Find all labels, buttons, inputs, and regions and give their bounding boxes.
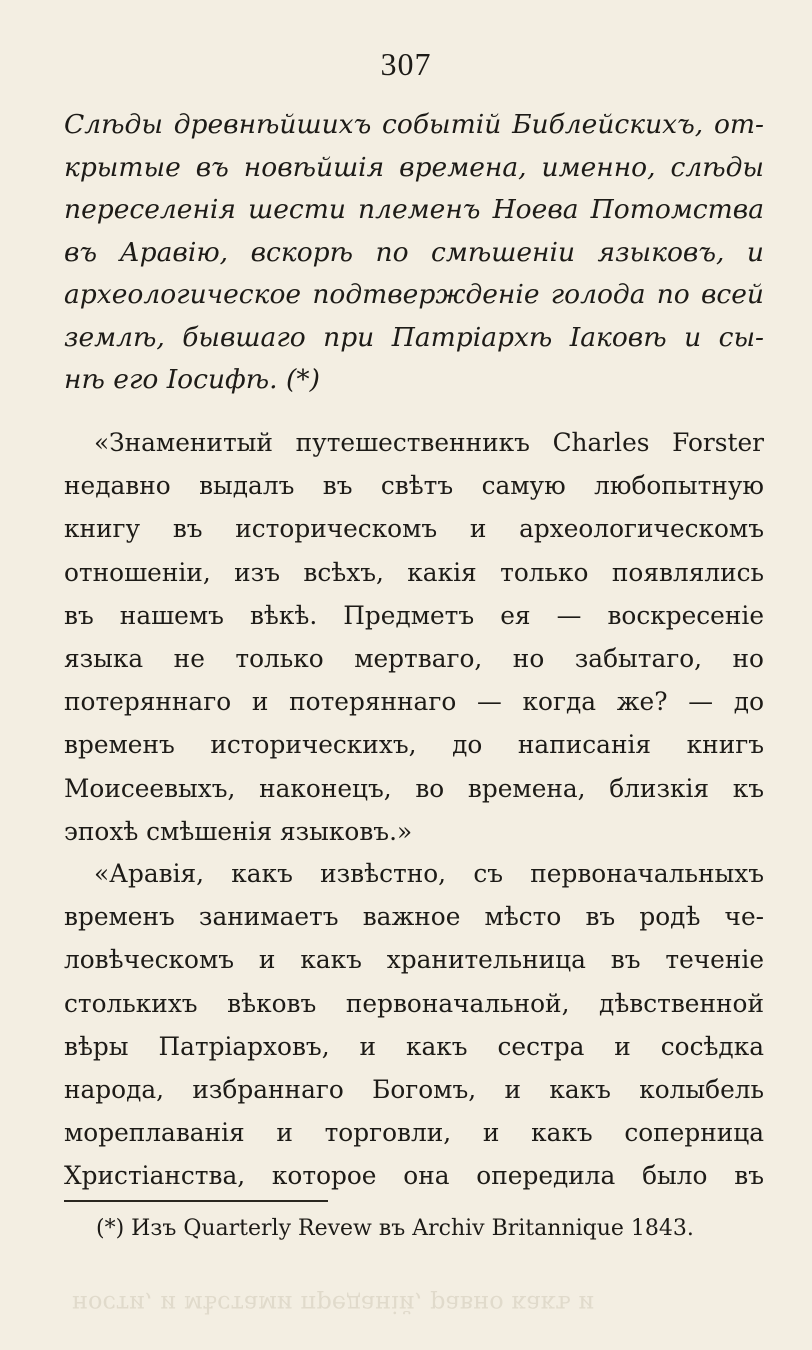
text-line: временъ занимаетъ важное мѣсто въ родѣ че- — [64, 902, 764, 932]
text-line: столькихъ вѣковъ первоначальной, дѣвственной — [64, 988, 764, 1018]
text-line: эпохѣ смѣшенія языковъ.» — [64, 816, 413, 846]
heading-line: въ Аравію, вскорѣ по смѣшеніи языковъ, и — [64, 236, 764, 268]
text-line: ловѣческомъ и какъ хранительница въ теченіе — [64, 945, 764, 975]
text-line: народа, избраннаго Богомъ, и какъ колыбель — [64, 1075, 764, 1105]
text-line: недавно выдалъ въ свѣтъ самую любопытную — [64, 471, 764, 501]
text-line: книгу въ историческомъ и археологическомъ — [64, 514, 764, 544]
text-line: Христіанства, которое она опередила было въ — [64, 1161, 764, 1191]
text-line: «Аравія, какъ извѣстно, съ первоначальныхъ — [94, 859, 764, 888]
text-line: потеряннаго и потеряннаго — когда же? — до — [64, 687, 764, 717]
text-line: языка не только мертваго, но забытаго, но — [64, 644, 764, 674]
page-number: 307 — [380, 46, 432, 82]
text-line: вѣры Патріарховъ, и какъ сестра и сосѣдка — [64, 1031, 764, 1061]
heading-line: археологическое подтвержденіе голода по всей — [64, 279, 764, 310]
heading-line: переселенія шести племенъ Ноева Потомства — [64, 194, 764, 225]
text-line: въ нашемъ вѣкѣ. Предметъ ея — воскресеніе — [64, 600, 764, 630]
heading-line: нѣ его Іосифѣ. (*) — [64, 364, 320, 395]
text-line: временъ историческихъ, до написанія книгъ — [64, 730, 764, 760]
text-line: отношеніи, изъ всѣхъ, какія только появлялись — [64, 557, 764, 587]
text-line: мореплаванія и торговли, и какъ соперница — [64, 1118, 764, 1148]
paragraph-1 — [64, 421, 764, 853]
text-line: Моисеевыхъ, наконецъ, во времена, близкія къ — [64, 773, 764, 803]
heading-line: крытые въ новѣйшія времена, именно, слѣды — [64, 151, 764, 183]
footnote: (*) Изъ Quarterly Revew въ Archiv Britannique 1843. — [96, 1216, 694, 1241]
text-line: «Знаменитый путешественникъ Charles Forster — [94, 428, 764, 457]
heading-line: землѣ, бывшаго при Патріархѣ Іаковѣ и сы- — [64, 321, 764, 353]
section-heading — [64, 104, 764, 402]
footnote-divider — [64, 1200, 328, 1202]
heading-line: Слѣды древнѣйшихъ событій Библейскихъ, от- — [64, 109, 764, 140]
paragraph-2 — [64, 852, 764, 1198]
bleed-through-text: ности, и мѣстами преданій, равно какъ и — [72, 1290, 595, 1318]
